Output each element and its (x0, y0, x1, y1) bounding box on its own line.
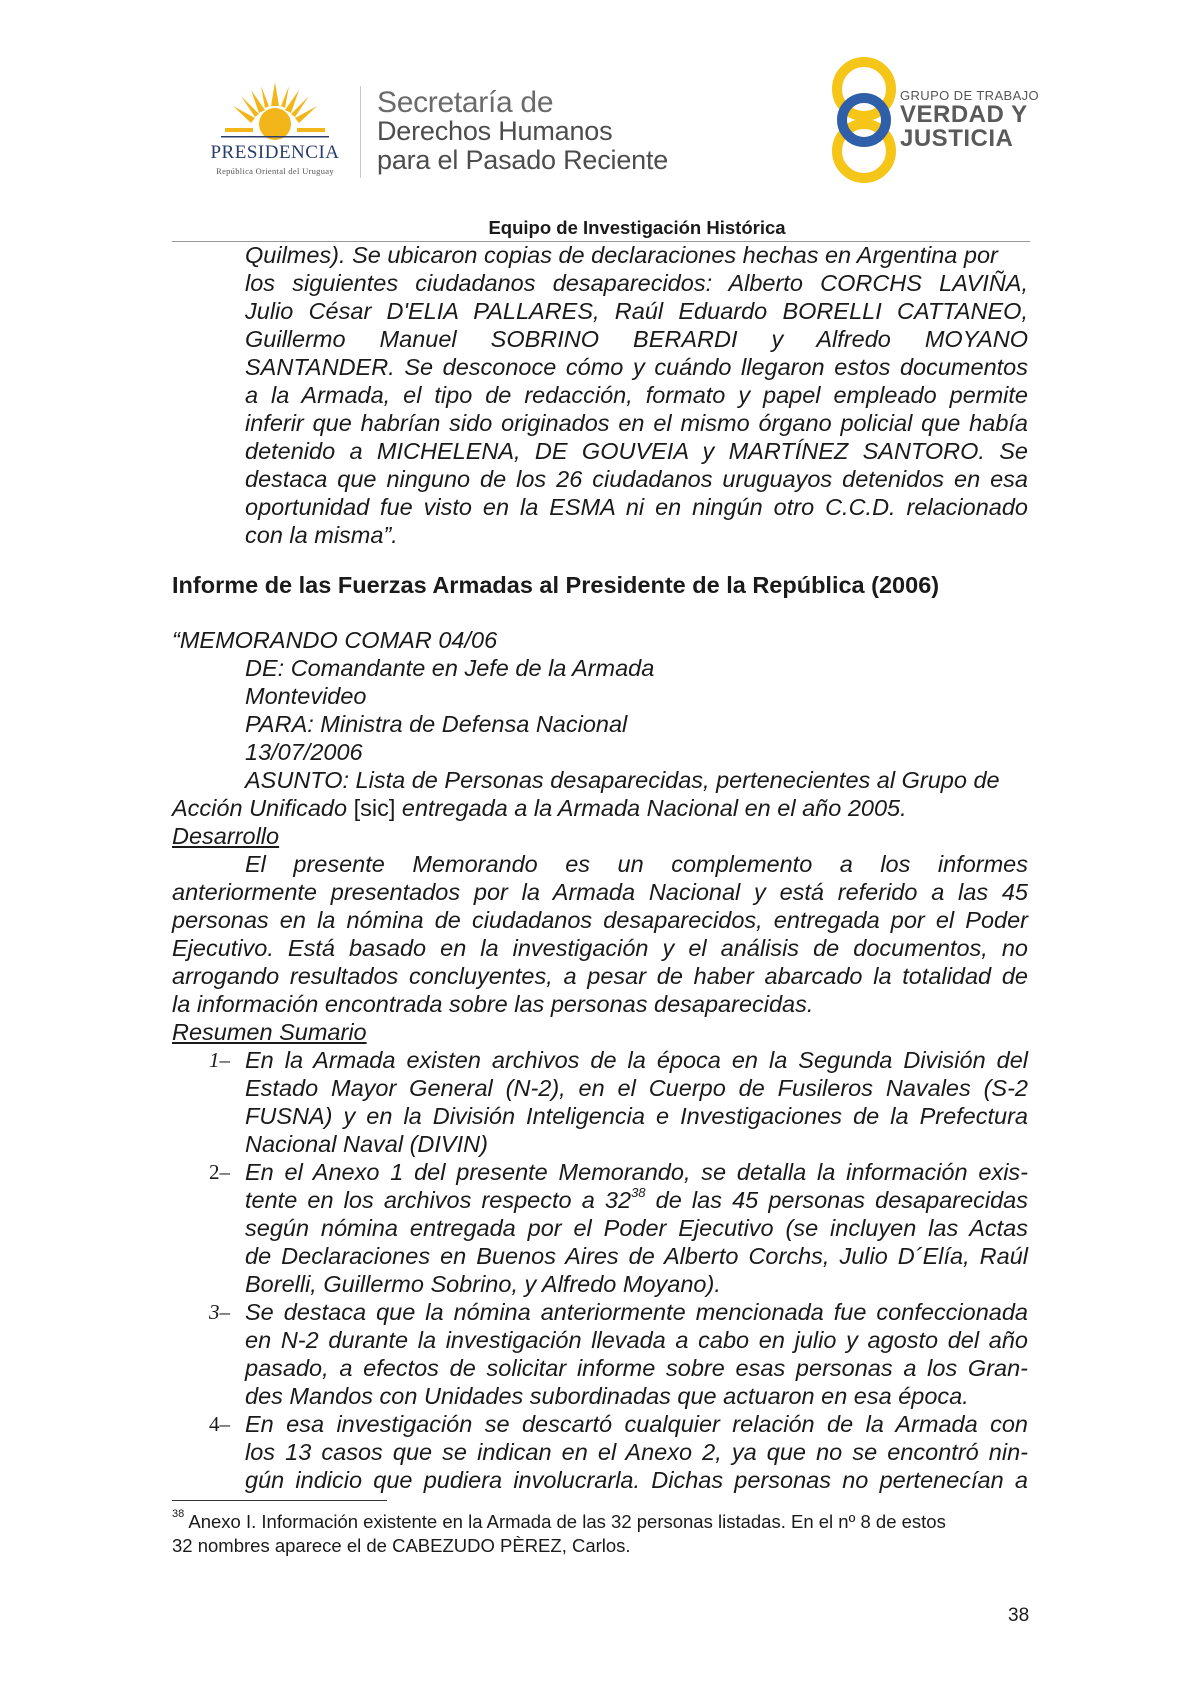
sic-mark: [sic] (353, 795, 396, 821)
list-number: 3– (209, 1300, 230, 1324)
secretaria-wordmark (377, 88, 668, 175)
footnote-line-1 (172, 1507, 1034, 1534)
quote-line: Quilmes). Se ubicaron copias de declaraciones hechas en Argentina por (245, 242, 998, 268)
desarrollo-line: la información encontrada sobre las personas desaparecidas. (172, 991, 814, 1017)
team-title-text: Equipo de Investigación Histórica (488, 217, 786, 238)
quote-line: a la Armada, el tipo de redacción, formato y papel empleado permite (245, 382, 1028, 408)
list-number: 4– (209, 1412, 230, 1436)
item2-text-b: de las 45 personas desaparecidas (645, 1187, 1029, 1213)
footnote-line-2: 32 nombres aparece el de CABEZUDO PÈREZ, Carlos. (172, 1535, 631, 1556)
list-item-line: en N-2 durante la investigación llevada a cabo en julio y agosto del año (245, 1327, 1028, 1353)
list-item-line: En la Armada existen archivos de la época en la Segunda División del (245, 1047, 1028, 1073)
page-header (0, 0, 1190, 250)
footnote (172, 1507, 1034, 1558)
list-item-line: En esa investigación se descartó cualquier relación de la Armada con (245, 1411, 1028, 1437)
desarrollo-line: El presente Memorando es un complemento a los informes (245, 851, 1028, 877)
list-item-line: des Mandos con Unidades subordinadas que actuaron en esa época. (245, 1383, 969, 1409)
footnote-ref[interactable]: 38 (631, 1185, 646, 1201)
memo-to: PARA: Ministra de Defensa Nacional (245, 711, 628, 737)
list-item-line: Nacional Naval (DIVIN) (245, 1131, 488, 1157)
quote-line: detenido a MICHELENA, DE GOUVEIA y MARTÍNEZ SANTORO. Se (245, 438, 1028, 464)
list-item-line: FUSNA) y en la División Inteligencia e Investigaciones de la Prefectura (245, 1103, 1028, 1129)
subject-text-b: entregada a la Armada Nacional en el año 2005. (395, 795, 907, 821)
presidencia-subtitle: República Oriental del Uruguay (216, 166, 334, 176)
list-item-line: pasado, a efectos de solicitar informe sobre esas personas a los Gran- (245, 1355, 1028, 1381)
list-item-line (245, 1186, 1028, 1214)
grupo-line-1: GRUPO DE TRABAJO (900, 88, 1040, 103)
sun-icon (195, 78, 355, 148)
memo-subject-line-1: ASUNTO: Lista de Personas desaparecidas, pertenecientes al Grupo de (245, 767, 1000, 793)
memo-from: DE: Comandante en Jefe de la Armada (245, 655, 655, 681)
quote-line: destaca que ninguno de los 26 ciudadanos uruguayos detenidos en esa (245, 466, 1028, 492)
secretaria-line-2: Derechos Humanos (377, 116, 613, 146)
memo-title: “MEMORANDO COMAR 04/06 (172, 627, 498, 653)
list-item-line: Borelli, Guillermo Sobrino, y Alfredo Moyano). (245, 1271, 721, 1297)
list-item-line: según nómina entregada por el Poder Ejecutivo (se incluyen las Actas (245, 1215, 1028, 1241)
section-heading: Informe de las Fuerzas Armadas al Presidente de la República (2006) (172, 572, 940, 598)
grupo-wordmark (900, 88, 1039, 151)
memo-date: 13/07/2006 (245, 739, 363, 765)
footnote-rule (172, 1500, 387, 1501)
list-item-line: En el Anexo 1 del presente Memorando, se detalla la información exis- (245, 1159, 1028, 1185)
list-item-line: gún indicio que pudiera involucrarla. Dichas personas no pertenecían a (245, 1467, 1028, 1493)
memo-place: Montevideo (245, 683, 367, 709)
grupo-rings-icon (818, 55, 910, 185)
quote-line: SANTANDER. Se desconoce cómo y cuándo llegaron estos documentos (245, 354, 1028, 380)
quote-line: Guillermo Manuel SOBRINO BERARDI y Alfredo MOYANO (245, 326, 1028, 352)
list-number: 1– (209, 1048, 230, 1072)
team-title (0, 217, 1190, 239)
list-number: 2– (209, 1160, 230, 1184)
logo-divider (360, 86, 361, 178)
desarrollo-line: Ejecutivo. Está basado en la investigación y el análisis de documentos, no (172, 935, 1028, 961)
quote-line: Julio César D'ELIA PALLARES, Raúl Eduardo BORELLI CATTANEO, (245, 298, 1028, 324)
grupo-line-3: JUSTICIA (900, 125, 1014, 152)
presidencia-wordmark: PRESIDENCIA (210, 142, 340, 163)
footnote-text-1: Anexo I. Información existente en la Armada de las 32 personas listadas. En el nº 8 de estos (184, 1511, 946, 1532)
quote-line: con la misma”. (245, 522, 398, 548)
footnote-mark: 38 (172, 1507, 185, 1520)
item2-text-a: tente en los archivos respecto a 32 (245, 1187, 632, 1213)
desarrollo-line: personas en la nómina de ciudadanos desaparecidos, entregada por el Poder (172, 907, 1028, 933)
page-number: 38 (1008, 1605, 1030, 1626)
desarrollo-line: anteriormente presentados por la Armada Nacional y está referido a las 45 (172, 879, 1028, 905)
desarrollo-title: Desarrollo (172, 823, 280, 849)
resumen-title: Resumen Sumario (172, 1019, 367, 1045)
secretaria-line-1: Secretaría de (377, 86, 554, 119)
quote-line: los siguientes ciudadanos desaparecidos: Alberto CORCHS LAVIÑA, (245, 270, 1028, 296)
memo-subject-line-2 (172, 794, 907, 822)
list-item-line: Estado Mayor General (N-2), en el Cuerpo de Fusileros Navales (S-2 (245, 1075, 1028, 1101)
quote-line: oportunidad fue visto en la ESMA ni en ningún otro C.C.D. relacionado (245, 494, 1028, 520)
secretaria-line-3: para el Pasado Reciente (377, 145, 669, 175)
list-item-line: los 13 casos que se indican en el Anexo 2, ya que no se encontró nin- (245, 1439, 1028, 1465)
quote-line: inferir que habrían sido originados en el mismo órgano policial que había (245, 410, 1028, 436)
list-item-line: de Declaraciones en Buenos Aires de Alberto Corchs, Julio D´Elía, Raúl (245, 1243, 1028, 1269)
grupo-line-2: VERDAD Y (900, 101, 1028, 128)
subject-text-a: Acción Unificado (172, 795, 354, 821)
presidencia-logo (195, 78, 355, 178)
list-item-line: Se destaca que la nómina anteriormente mencionada fue confeccionada (245, 1299, 1028, 1325)
desarrollo-line: arrogando resultados concluyentes, a pesar de haber abarcado la totalidad de (172, 963, 1028, 989)
